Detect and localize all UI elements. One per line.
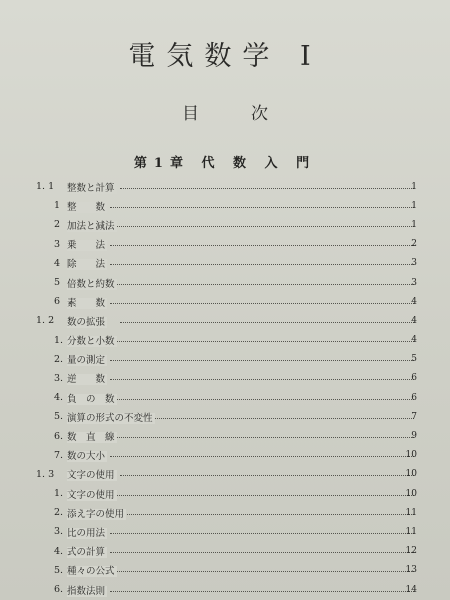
dot-leader [110,283,414,285]
toc-entry-label [67,487,117,501]
toc-entry-label [67,295,107,309]
toc-item-row [0,215,450,234]
toc-item-row [0,196,450,215]
dot-leader [110,206,414,208]
toc-page-number: 10 [405,469,417,480]
toc-item-row [0,426,450,445]
toc-item-row [0,446,450,465]
toc-entry-number: 1. 3 [36,468,55,480]
dot-leader [110,436,414,438]
toc-section-row [0,465,450,484]
toc-page-number: 1 [411,181,417,192]
toc-entry-number: 4. [54,392,64,404]
toc-entry-label-text: 分数と小数 [67,336,115,348]
toc-entry-label [67,237,107,251]
dot-leader [110,494,414,496]
toc-entry-number: 3 [54,238,61,250]
dot-leader [110,398,414,400]
toc-page-number: 4 [411,315,417,326]
toc-item-row [0,580,450,599]
toc-item-row [0,503,450,522]
toc-item-row [0,369,450,388]
toc-entry-number: 4. [54,545,64,557]
toc-entry-label-text: 量の測定 [67,355,106,367]
toc-page-number: 4 [411,296,417,307]
toc-item-row [0,484,450,503]
toc-entry-label [67,218,117,232]
toc-entry-label [67,256,107,270]
toc-page-number: 6 [411,392,417,403]
toc-entry-label-text: 比の用法 [67,527,106,539]
dot-leader [110,590,414,592]
toc-entry-number: 1. 2 [36,315,55,327]
toc-entry-label [67,429,117,443]
toc-entry-number: 1 [54,200,61,212]
toc-entry-label [67,506,126,520]
dot-leader [110,244,414,246]
toc-entry-number: 7. [54,449,64,461]
toc-page-number: 9 [411,431,417,442]
toc-entry-label [67,276,117,290]
toc-entry-label-text: 数 直 線 [67,432,115,444]
toc-heading: 目次 [182,104,320,124]
toc-entry-label-text: 加法と減法 [67,220,115,232]
toc-entry-label [67,352,107,366]
dot-leader [110,263,414,265]
toc-page-number: 14 [405,584,417,595]
toc-entry-number: 2. [54,507,64,519]
dot-leader [110,551,414,553]
dot-leader [110,417,414,419]
toc-item-row [0,331,450,350]
toc-entry-number: 6. [54,584,64,596]
chapter-heading: 第1章 代 数 入 門 [133,156,317,171]
toc-item-row [0,273,450,292]
toc-page-number: 1 [411,219,417,230]
toc-list [0,177,450,599]
toc-entry-label-text: 倍数と約数 [67,278,115,290]
toc-entry-label-text: 整 数 [67,201,106,213]
toc-section-row [0,177,450,196]
dot-leader [120,474,414,476]
toc-item-row [0,254,450,273]
toc-entry-label-text: 除 法 [67,259,106,271]
toc-entry-label-text: 式の計算 [67,547,106,559]
toc-entry-number: 2. [54,353,64,365]
toc-entry-number: 5. [54,411,64,423]
toc-entry-number: 1. [54,488,64,500]
toc-entry-label [67,180,117,194]
toc-page-number: 13 [405,565,417,576]
toc-item-row [0,292,450,311]
toc-page-number: 11 [405,526,417,537]
toc-entry-label-text: 演算の形式の不変性 [67,412,153,424]
dot-leader [110,532,414,534]
dot-leader [110,570,414,572]
toc-page-number: 5 [411,354,417,365]
toc-entry-label-text: 指数法則 [67,585,106,597]
toc-page-number: 11 [405,507,417,518]
toc-page-number: 10 [405,450,417,461]
toc-entry-label-text: 添え字の使用 [67,508,125,520]
toc-entry-label-text: 数の大小 [67,451,106,463]
toc-entry-number: 1. 1 [36,181,55,193]
dot-leader [110,340,414,342]
toc-page-number: 12 [405,546,417,557]
toc-page-number: 1 [411,200,417,211]
toc-entry-number: 1. [54,334,64,346]
toc-entry-label-text: 整数と計算 [67,182,115,194]
toc-entry-label-text: 文字の使用 [67,489,115,501]
toc-entry-number: 5 [54,277,61,289]
toc-item-row [0,407,450,426]
toc-item-row [0,388,450,407]
toc-item-row [0,350,450,369]
toc-entry-number: 2 [54,219,61,231]
toc-page-number: 4 [411,335,417,346]
toc-entry-number: 5. [54,564,64,576]
toc-entry-number: 6 [54,296,61,308]
toc-page-number: 7 [411,411,417,422]
toc-section-row [0,311,450,330]
toc-entry-label-text: 負 の 数 [67,393,115,405]
toc-entry-label [67,525,107,539]
dot-leader [110,378,414,380]
toc-entry-label-text: 逆 数 [67,374,106,386]
toc-item-row [0,561,450,580]
toc-item-row [0,235,450,254]
dot-leader [110,455,414,457]
book-title: 電気数学 I [128,41,322,72]
toc-entry-label [67,391,117,405]
toc-entry-label-text: 文字の使用 [67,470,115,482]
dot-leader [110,225,414,227]
dot-leader [110,513,414,515]
toc-entry-label-text: 種々の公式 [67,566,115,578]
toc-page-number: 3 [411,258,417,269]
dot-leader [120,321,414,323]
toc-entry-label [67,314,107,328]
toc-entry-label-text: 乗 法 [67,240,106,252]
toc-entry-label-text: 数の拡張 [67,316,106,328]
toc-entry-number: 3. [54,526,64,538]
toc-entry-label [67,544,107,558]
toc-entry-number: 3. [54,372,64,384]
toc-page-number: 6 [411,373,417,384]
toc-entry-label [67,448,107,462]
toc-item-row [0,522,450,541]
toc-entry-number: 6. [54,430,64,442]
toc-entry-label [67,583,107,597]
toc-entry-number: 4 [54,257,61,269]
dot-leader [120,187,414,189]
toc-page-number: 3 [411,277,417,288]
dot-leader [110,359,414,361]
toc-entry-label [67,199,107,213]
dot-leader [110,302,414,304]
toc-entry-label [67,333,117,347]
toc-entry-label-text: 素 数 [67,297,106,309]
toc-page-number: 10 [405,488,417,499]
toc-item-row [0,542,450,561]
toc-page-number: 2 [411,239,417,250]
toc-entry-label [67,410,155,424]
toc-entry-label [67,371,107,385]
toc-entry-label [67,563,117,577]
toc-entry-label [67,467,117,481]
